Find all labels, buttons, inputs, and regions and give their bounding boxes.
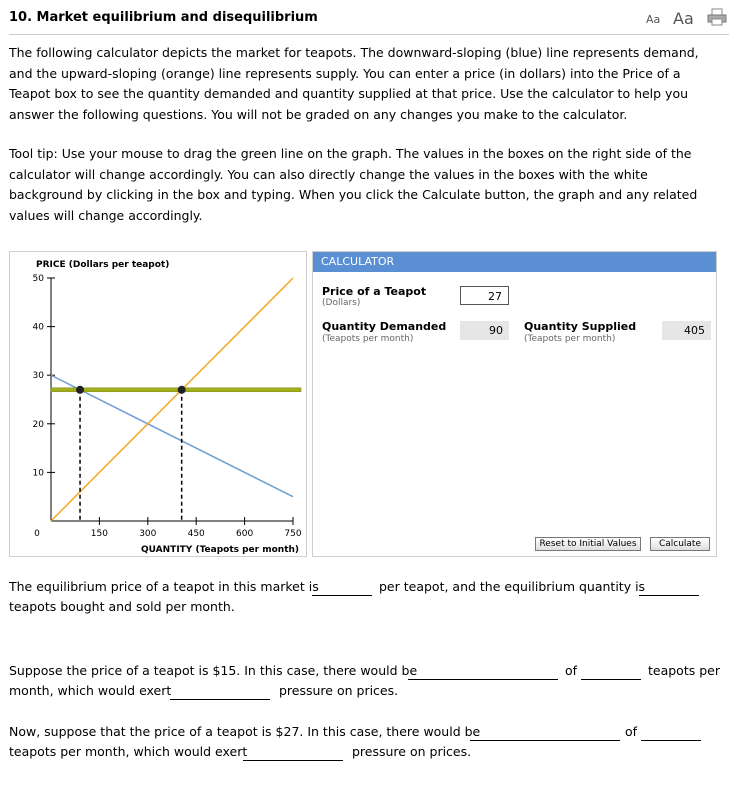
quantity-supplied-unit: (Teapots per month)	[524, 334, 616, 344]
reset-button[interactable]: Reset to Initial Values	[535, 537, 641, 551]
question-3-text-b: of	[625, 724, 638, 739]
question-1-text-c: teapots bought and sold per month.	[9, 599, 235, 614]
graph-panel	[9, 251, 307, 557]
quantity-demanded-value: 90	[460, 321, 509, 340]
calculator-header: CALCULATOR	[313, 252, 716, 272]
y-tick-label: 50	[32, 274, 44, 284]
quantity-supplied-label: Quantity Supplied	[524, 320, 637, 333]
tool-tip-paragraph: Tool tip: Use your mouse to drag the green line on the graph. The values in the boxes on the right side of the calculator will change accordingly. You can also directly change the values in the boxes with the white background by clicking in the box and typing. When you click the Calculate button, the graph and any related values will change accordingly.	[9, 146, 698, 223]
supply-curve	[51, 278, 293, 521]
question-2-text-c: teapots per	[648, 663, 720, 678]
title-divider	[9, 34, 729, 35]
print-icon[interactable]	[707, 8, 727, 26]
question-3-text-c: teapots per month, which would exert	[9, 744, 248, 759]
y-tick-label: 30	[32, 371, 44, 382]
question-2-text-d: month, which would exert	[9, 683, 172, 698]
text-size-large-button[interactable]: Aa	[673, 9, 694, 28]
question-1-text-b: per teapot, and the equilibrium quantity is	[379, 579, 646, 594]
price-input[interactable]: 27	[460, 286, 509, 305]
price-15-pressure-blank[interactable]	[170, 686, 270, 700]
y-tick-label: 20	[32, 419, 44, 430]
y-axis-label: PRICE (Dollars per teapot)	[36, 260, 170, 270]
quantity-demanded-label: Quantity Demanded	[322, 320, 447, 333]
question-title: 10. Market equilibrium and disequilibrium	[9, 10, 318, 25]
text-size-small-button[interactable]: Aa	[646, 13, 661, 26]
question-2-text-b: of	[565, 663, 578, 678]
price-unit: (Dollars)	[322, 298, 361, 308]
question-1-text-a: The equilibrium price of a teapot in this market is	[9, 579, 319, 594]
x-tick-label: 300	[139, 529, 157, 539]
price-label: Price of a Teapot	[322, 285, 427, 298]
x-tick-label: 750	[284, 529, 302, 539]
question-2-text-e: pressure on prices.	[279, 683, 399, 698]
instructions-paragraph: The following calculator depicts the market for teapots. The downward-sloping (blue) line represents demand, and the upward-sloping (orange) line represents supply. You can enter a price (in dollars) into the Price of a Teapot box to see the quantity demanded and quantity supplied at that price. Use the calculator to help you answer the following questions. You will not be graded on any changes you make to the calculator.	[9, 45, 699, 122]
y-tick-label: 10	[32, 468, 44, 479]
supply-demand-chart	[10, 252, 306, 556]
price-15-quantity-blank[interactable]	[581, 666, 641, 680]
price-line-handle[interactable]	[51, 388, 301, 392]
question-2-text-a: Suppose the price of a teapot is $15. In this case, there would be	[9, 663, 418, 678]
x-axis-label: QUANTITY (Teapots per month)	[141, 545, 300, 555]
quantity-demanded-unit: (Teapots per month)	[322, 334, 414, 344]
x-tick-label: 150	[90, 529, 108, 539]
x-tick-label: 600	[236, 529, 254, 539]
intersection-point	[178, 386, 186, 394]
price-27-condition-blank[interactable]	[470, 727, 620, 741]
y-tick-label: 40	[32, 322, 44, 333]
calculate-button[interactable]: Calculate	[650, 537, 710, 551]
demand-curve	[51, 375, 293, 497]
price-27-pressure-blank[interactable]	[243, 747, 343, 761]
price-15-condition-blank[interactable]	[408, 666, 558, 680]
intersection-point	[76, 386, 84, 394]
question-3-text-d: pressure on prices.	[352, 744, 472, 759]
x-tick-label: 0	[34, 529, 40, 539]
equilibrium-price-blank[interactable]	[312, 582, 372, 596]
calculator-panel	[312, 251, 717, 557]
price-27-quantity-blank[interactable]	[641, 727, 701, 741]
quantity-supplied-value: 405	[662, 321, 711, 340]
question-3-text-a: Now, suppose that the price of a teapot is $27. In this case, there would be	[9, 724, 481, 739]
x-tick-label: 450	[187, 529, 205, 539]
equilibrium-quantity-blank[interactable]	[639, 582, 699, 596]
